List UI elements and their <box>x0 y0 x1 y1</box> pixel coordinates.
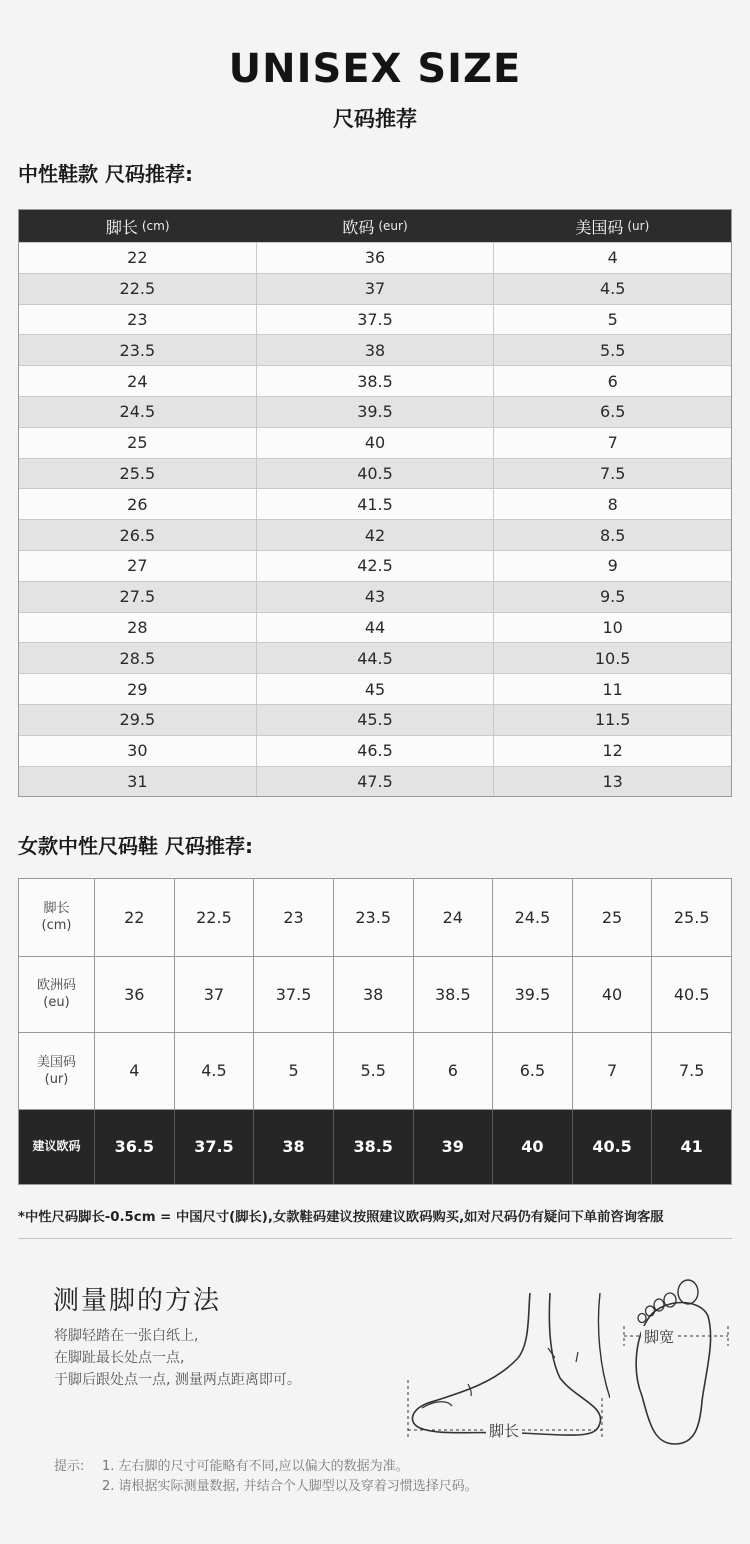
measure-instructions <box>54 1325 301 1391</box>
table-cell: 24.5 <box>119 402 156 422</box>
tip-text: 1. 左右脚的尺寸可能略有不同,应以偏大的数据为准。 <box>102 1459 409 1474</box>
table-cell: 23.5 <box>333 879 413 956</box>
table-cell: 23 <box>253 879 333 956</box>
table-cell: 37 <box>256 274 494 304</box>
table-row <box>19 519 731 550</box>
column-label: 脚长 <box>105 217 138 237</box>
table-cell: 25.5 <box>651 879 731 956</box>
column-unit: (cm) <box>141 219 170 233</box>
foot-top-illustration <box>620 1276 732 1451</box>
table-cell: 22 <box>127 248 148 268</box>
table-row <box>19 334 731 365</box>
table-cell: 41.5 <box>256 489 494 519</box>
table-cell: 41 <box>651 1110 731 1184</box>
table-cell: 7 <box>493 428 731 458</box>
table-row <box>19 642 731 673</box>
foot-length-label: 脚长 <box>486 1420 522 1441</box>
table-cell: 10 <box>493 613 731 643</box>
table-cell: 45.5 <box>256 705 494 735</box>
table-cell: 30 <box>127 741 148 761</box>
table-cell: 37 <box>174 957 254 1033</box>
table-cell: 28.5 <box>119 648 156 668</box>
column-header-us <box>494 210 731 242</box>
table-cell: 44 <box>256 613 494 643</box>
table-cell: 4 <box>493 243 731 273</box>
row-label <box>19 879 95 956</box>
table-row <box>19 766 731 797</box>
table-cell: 40.5 <box>572 1110 652 1184</box>
row-label <box>19 1033 95 1109</box>
divider <box>18 1238 732 1239</box>
table-cell: 26 <box>127 494 148 514</box>
table-cell: 25.5 <box>119 463 156 483</box>
table-cell: 40 <box>572 957 652 1033</box>
row-label-text: 脚长 <box>43 901 70 917</box>
row-label-text: 美国码 <box>36 1054 76 1070</box>
table-cell: 23.5 <box>119 340 156 360</box>
table-cell: 11 <box>493 674 731 704</box>
table-cell: 28 <box>127 617 148 637</box>
table-row <box>19 273 731 304</box>
table-row <box>19 1032 731 1109</box>
table-cell: 8 <box>493 489 731 519</box>
table-cell: 8.5 <box>493 520 731 550</box>
table-row <box>19 458 731 489</box>
column-unit: (eur) <box>378 219 408 233</box>
unisex-table-body <box>19 242 731 796</box>
table-cell: 27 <box>127 556 148 576</box>
column-label: 美国码 <box>575 217 624 237</box>
table-cell: 11.5 <box>493 705 731 735</box>
table-row <box>19 735 731 766</box>
table-cell: 6.5 <box>493 397 731 427</box>
table-row <box>19 242 731 273</box>
table-cell: 47.5 <box>256 767 494 797</box>
table-cell: 36 <box>256 243 494 273</box>
table-cell: 22.5 <box>119 279 156 299</box>
table-row <box>19 612 731 643</box>
table-cell: 38.5 <box>256 366 494 396</box>
table-row <box>19 879 731 956</box>
row-label-unit: (cm) <box>41 918 72 934</box>
table-cell: 38 <box>256 335 494 365</box>
row-label-text: 建议欧码 <box>32 1139 81 1153</box>
table-cell: 6 <box>493 366 731 396</box>
table-cell: 40 <box>492 1110 572 1184</box>
table-cell: 4.5 <box>493 274 731 304</box>
row-label-unit: (eu) <box>43 995 70 1011</box>
column-label: 欧码 <box>342 217 375 237</box>
table-cell: 5.5 <box>333 1033 413 1109</box>
table-cell: 40.5 <box>651 957 731 1033</box>
column-unit: (ur) <box>627 219 650 233</box>
table-cell: 4 <box>129 1061 140 1081</box>
table-cell: 9 <box>493 551 731 581</box>
table-cell: 38 <box>333 957 413 1033</box>
table-cell: 39.5 <box>256 397 494 427</box>
table-row <box>19 365 731 396</box>
table-cell: 38 <box>253 1110 333 1184</box>
table-cell: 4.5 <box>174 1033 254 1109</box>
table-cell: 37.5 <box>256 305 494 335</box>
table-cell: 10.5 <box>493 643 731 673</box>
tip-text: 2. 请根据实际测量数据, 并结合个人脚型以及穿着习惯选择尺码。 <box>102 1479 478 1494</box>
table-cell: 7 <box>572 1033 652 1109</box>
row-label-unit: (ur) <box>44 1071 69 1087</box>
table-cell: 36.5 <box>114 1137 155 1156</box>
table-cell: 12 <box>493 736 731 766</box>
table-cell: 46.5 <box>256 736 494 766</box>
table-cell: 6.5 <box>492 1033 572 1109</box>
women-size-table <box>18 878 732 1185</box>
table-row <box>19 396 731 427</box>
table-cell: 25 <box>127 433 148 453</box>
table-cell: 31 <box>127 771 148 791</box>
foot-width-label: 脚宽 <box>641 1326 677 1347</box>
tips <box>54 1457 478 1497</box>
instruction-line: 将脚轻踏在一张白纸上, <box>54 1328 199 1344</box>
measure-title: 测量脚的方法 <box>53 1286 222 1316</box>
table-cell: 29.5 <box>119 710 156 730</box>
table-row <box>19 550 731 581</box>
table-cell: 5 <box>493 305 731 335</box>
table-cell: 42.5 <box>256 551 494 581</box>
table-cell: 40.5 <box>256 459 494 489</box>
table-cell: 24.5 <box>492 879 572 956</box>
size-footnote: *中性尺码脚长-0.5cm = 中国尺寸(脚长),女款鞋码建议按照建议欧码购买,如对尺码仍有疑问下单前咨询客服 <box>18 1210 664 1225</box>
table-cell: 24 <box>127 371 148 391</box>
table-cell: 44.5 <box>256 643 494 673</box>
table-row <box>19 1109 731 1184</box>
instruction-line: 于脚后跟处点一点, 测量两点距离即可。 <box>54 1372 301 1388</box>
table-cell: 43 <box>256 582 494 612</box>
row-label <box>19 1110 95 1184</box>
column-header-eur <box>256 210 493 242</box>
table-cell: 5 <box>253 1033 333 1109</box>
table-cell: 6 <box>413 1033 493 1109</box>
instruction-line: 在脚趾最长处点一点, <box>54 1350 185 1366</box>
table-cell: 23 <box>127 309 148 329</box>
table-cell: 29 <box>127 679 148 699</box>
table-cell: 39 <box>413 1110 493 1184</box>
row-label-text: 欧洲码 <box>36 978 76 994</box>
page-subtitle: 尺码推荐 <box>333 107 417 131</box>
table-cell: 36 <box>124 984 145 1004</box>
table-cell: 7.5 <box>651 1033 731 1109</box>
tip-line <box>54 1477 478 1497</box>
table-cell: 24 <box>413 879 493 956</box>
table-cell: 22.5 <box>174 879 254 956</box>
tip-line <box>54 1457 478 1477</box>
page-title: UNISEX SIZE <box>228 46 522 92</box>
unisex-table-header <box>19 210 731 242</box>
table-row <box>19 673 731 704</box>
column-header-foot-length <box>19 210 256 242</box>
unisex-section-heading: 中性鞋款 尺码推荐: <box>18 162 193 186</box>
table-row <box>19 581 731 612</box>
table-cell: 37.5 <box>174 1110 254 1184</box>
table-cell: 26.5 <box>119 525 156 545</box>
table-row <box>19 704 731 735</box>
table-cell: 25 <box>572 879 652 956</box>
table-cell: 13 <box>493 767 731 797</box>
row-label <box>19 957 95 1033</box>
table-cell: 40 <box>256 428 494 458</box>
table-row <box>19 956 731 1033</box>
table-cell: 9.5 <box>493 582 731 612</box>
table-cell: 7.5 <box>493 459 731 489</box>
tips-label: 提示: <box>54 1459 85 1474</box>
table-row <box>19 304 731 335</box>
table-cell: 5.5 <box>493 335 731 365</box>
table-cell: 45 <box>256 674 494 704</box>
table-row <box>19 427 731 458</box>
table-row <box>19 488 731 519</box>
table-cell: 38.5 <box>413 957 493 1033</box>
table-cell: 42 <box>256 520 494 550</box>
table-cell: 22 <box>124 907 145 927</box>
women-section-heading: 女款中性尺码鞋 尺码推荐: <box>18 834 253 858</box>
table-cell: 39.5 <box>492 957 572 1033</box>
table-cell: 27.5 <box>119 587 156 607</box>
unisex-size-table <box>18 209 732 797</box>
table-cell: 37.5 <box>253 957 333 1033</box>
table-cell: 38.5 <box>333 1110 413 1184</box>
